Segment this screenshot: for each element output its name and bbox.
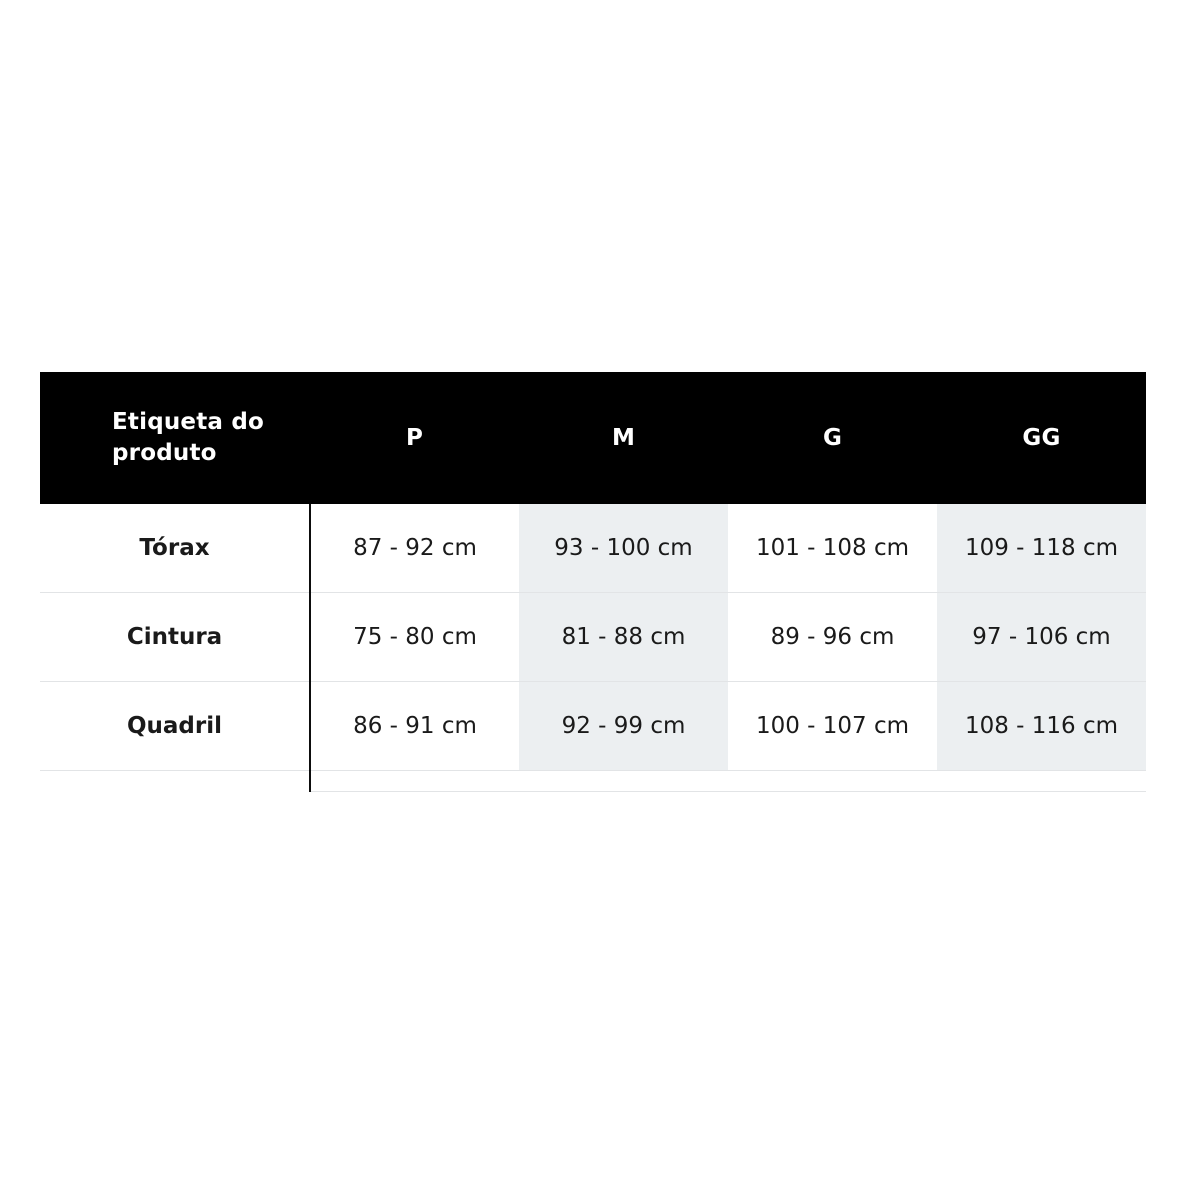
- table-body: [40, 504, 1146, 792]
- bottom-rule-cell: [519, 771, 728, 792]
- header-size-p: P: [405, 425, 424, 451]
- bottom-rule-cell: [937, 771, 1146, 792]
- header-size-m: M: [611, 425, 636, 451]
- cell-quadril-m: 92 - 99 cm: [519, 682, 728, 771]
- cell-torax-gg: 109 - 118 cm: [937, 504, 1146, 593]
- table-row: [40, 682, 1146, 771]
- row-label-quadril: Quadril: [40, 682, 310, 771]
- size-chart-table: [40, 372, 1146, 792]
- bottom-rule-label-cell: [40, 771, 310, 792]
- row-label-torax: Tórax: [40, 504, 310, 593]
- cell-torax-m: 93 - 100 cm: [519, 504, 728, 593]
- header-row: [40, 372, 1146, 504]
- cell-quadril-g: 100 - 107 cm: [728, 682, 937, 771]
- table-bottom-rule: [40, 771, 1146, 792]
- size-chart-container: [40, 372, 1146, 792]
- table-row: [40, 504, 1146, 593]
- header-label-column: Etiqueta do produto: [112, 408, 265, 466]
- cell-torax-g: 101 - 108 cm: [728, 504, 937, 593]
- cell-quadril-p: 86 - 91 cm: [310, 682, 519, 771]
- header-size-g: G: [822, 425, 843, 451]
- table-row: [40, 593, 1146, 682]
- table-header: [40, 372, 1146, 504]
- cell-cintura-g: 89 - 96 cm: [728, 593, 937, 682]
- cell-cintura-m: 81 - 88 cm: [519, 593, 728, 682]
- cell-cintura-gg: 97 - 106 cm: [937, 593, 1146, 682]
- header-size-gg: GG: [1022, 425, 1061, 451]
- row-label-cintura: Cintura: [40, 593, 310, 682]
- bottom-rule-cell: [310, 771, 519, 792]
- bottom-rule-cell: [728, 771, 937, 792]
- cell-quadril-gg: 108 - 116 cm: [937, 682, 1146, 771]
- cell-torax-p: 87 - 92 cm: [310, 504, 519, 593]
- cell-cintura-p: 75 - 80 cm: [310, 593, 519, 682]
